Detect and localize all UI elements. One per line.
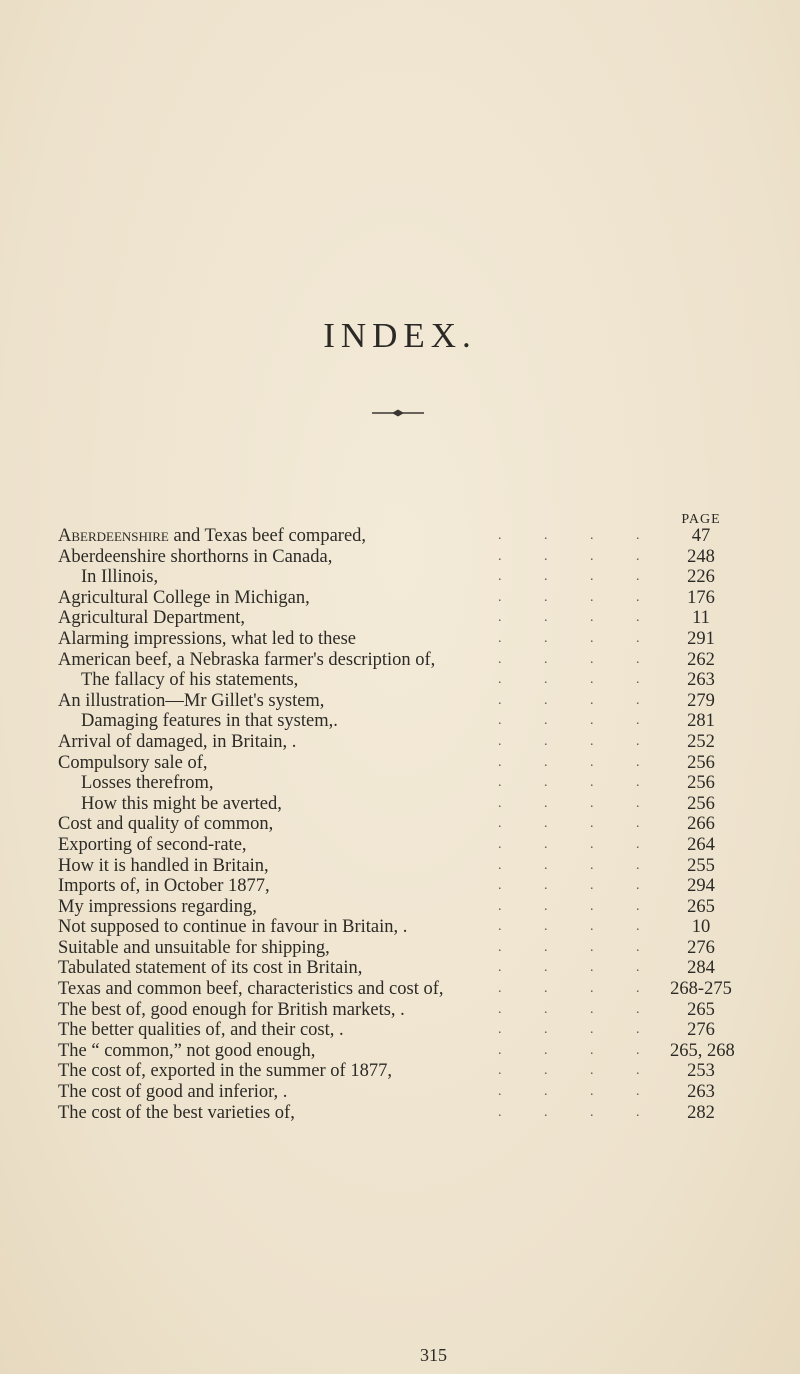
leader-dot: .: [498, 898, 502, 914]
index-entry-page: 294: [687, 876, 715, 897]
leader-dot: .: [498, 1001, 502, 1017]
leader-dot: .: [590, 651, 594, 667]
index-entry-label: Imports of, in October 1877,: [58, 876, 270, 897]
index-entry-page: 281: [687, 711, 715, 732]
index-entry: [58, 958, 748, 979]
index-entry-page: 256: [687, 793, 715, 814]
index-entry-text: [58, 938, 330, 959]
leader-dot: .: [544, 733, 548, 749]
index-entry: [58, 567, 748, 588]
leader-dot: .: [590, 878, 594, 894]
index-entry-label: The fallacy of his statements,: [81, 670, 299, 691]
leader-dot: .: [498, 836, 502, 852]
index-entry-label: Tabulated statement of its cost in Britain,: [58, 958, 363, 979]
leader-dot: .: [544, 981, 548, 997]
index-entry-label: How this might be averted,: [81, 793, 282, 814]
leader-dot: .: [590, 692, 594, 708]
leader-dot: .: [544, 528, 548, 543]
leader-dot: .: [544, 960, 548, 976]
index-entry-text: [81, 670, 298, 691]
index-entry-text: [81, 794, 282, 815]
index-entry-text: [58, 979, 444, 1000]
leader-dot: .: [498, 754, 502, 770]
leader-dot: .: [498, 569, 502, 585]
index-entry-page: 263: [687, 670, 715, 691]
index-entry-label: Suitable and unsuitable for shipping,: [58, 937, 330, 958]
index-entry-label: Not supposed to continue in favour in Britain, .: [58, 917, 408, 938]
index-entry-page: 279: [687, 690, 715, 711]
leader-dot: .: [498, 548, 502, 564]
leader-dot: .: [544, 1001, 548, 1017]
index-entry-text: [58, 814, 273, 835]
leader-dot: .: [636, 754, 640, 770]
index-entry-text: [58, 547, 332, 568]
index-entry-text: [58, 835, 247, 856]
leader-dot: .: [636, 816, 640, 832]
index-entry-page: 263: [687, 1082, 715, 1103]
leader-dot: .: [636, 1104, 640, 1120]
leader-dot: .: [544, 857, 548, 873]
leader-dot: .: [498, 672, 502, 688]
index-entry: [58, 1041, 748, 1062]
index-entry: [58, 1082, 748, 1103]
index-entry-label: and Texas beef compared,: [168, 526, 367, 546]
index-entry-page: 248: [687, 546, 715, 567]
index-entry-page: 282: [687, 1102, 715, 1123]
index-entry-text: [58, 732, 296, 753]
leader-dot: .: [636, 1022, 640, 1038]
index-entry: [58, 629, 748, 650]
leader-dot: .: [544, 610, 548, 626]
index-entry-page: 276: [687, 937, 715, 958]
index-entry-label: In Illinois,: [81, 567, 159, 588]
leader-dot: .: [544, 1084, 548, 1100]
leader-dot: .: [636, 795, 640, 811]
leader-dot: .: [498, 610, 502, 626]
index-entry-page: 291: [687, 628, 715, 649]
index-entry-label: The cost of the best varieties of,: [58, 1102, 295, 1123]
leader-dot: .: [544, 1104, 548, 1120]
leader-dot: .: [544, 878, 548, 894]
leader-dot: .: [498, 713, 502, 729]
leader-dot: .: [544, 795, 548, 811]
index-entry: [58, 773, 748, 794]
leader-dot: .: [544, 775, 548, 791]
index-entry: [58, 650, 748, 671]
leader-dot: .: [636, 775, 640, 791]
leader-dot: .: [544, 1022, 548, 1038]
index-entry: [58, 588, 748, 609]
leader-dot: .: [498, 939, 502, 955]
index-entry: [58, 670, 748, 691]
index-entry: [58, 1020, 748, 1041]
index-entry: [58, 691, 748, 712]
index-entry-page: 256: [687, 752, 715, 773]
index-entry-label: The best of, good enough for British markets, .: [58, 999, 405, 1020]
leader-dot: .: [636, 1042, 640, 1058]
leader-dot: .: [544, 836, 548, 852]
index-entry-page: 262: [687, 649, 715, 670]
index-entry-page: 253: [687, 1061, 715, 1082]
leader-dot: .: [498, 878, 502, 894]
leader-dot: .: [498, 528, 502, 543]
index-entry-page: 255: [687, 855, 715, 876]
index-entry-label: An illustration—Mr Gillet's system,: [58, 690, 325, 711]
leader-dot: .: [590, 1104, 594, 1120]
index-entry-page: 265, 268: [670, 1040, 735, 1061]
leader-dot: .: [498, 1022, 502, 1038]
leader-dot: .: [636, 939, 640, 955]
leader-dot: .: [498, 816, 502, 832]
index-entry: [58, 794, 748, 815]
leader-dot: .: [544, 692, 548, 708]
index-entry-label: The “ common,” not good enough,: [58, 1040, 316, 1061]
leader-dot: .: [636, 1001, 640, 1017]
leader-dot: .: [498, 1063, 502, 1079]
index-entry-page: 226: [687, 567, 715, 588]
index-entry: [58, 1000, 748, 1021]
leader-dot: .: [544, 1063, 548, 1079]
leader-dot: .: [636, 1084, 640, 1100]
leader-dot: .: [498, 981, 502, 997]
index-entry-label: Agricultural College in Michigan,: [58, 587, 310, 608]
leader-dot: .: [544, 898, 548, 914]
index-entry-page: 266: [687, 814, 715, 835]
leader-dot: .: [636, 672, 640, 688]
index-entry: [58, 814, 748, 835]
index-entry-text: [58, 526, 366, 547]
index-entry-text: [58, 1000, 405, 1021]
leader-dot: .: [636, 569, 640, 585]
leader-dot: .: [590, 1084, 594, 1100]
page-number: 315: [420, 1345, 447, 1365]
index-entry: [58, 835, 748, 856]
index-entry-label: Exporting of second-rate,: [58, 834, 247, 855]
index-entry-page: 10: [691, 917, 711, 938]
index-entry-label: Cost and quality of common,: [58, 814, 274, 835]
leader-dot: .: [498, 733, 502, 749]
index-entry-page: 256: [687, 773, 715, 794]
index-entry-text: [58, 650, 435, 671]
leader-dot: .: [636, 692, 640, 708]
index-entry-text: [58, 1061, 392, 1082]
leader-dot: .: [590, 548, 594, 564]
leader-dot: .: [498, 692, 502, 708]
leader-dot: .: [590, 1063, 594, 1079]
index-entry-text: [58, 876, 270, 897]
leader-dot: .: [636, 651, 640, 667]
leader-dot: .: [590, 960, 594, 976]
index-entry: [58, 753, 748, 774]
index-entry: [58, 732, 748, 753]
index-entry-text: [81, 567, 158, 588]
leader-dot: .: [498, 919, 502, 935]
index-entry: [58, 1061, 748, 1082]
index-entry-page: 284: [687, 958, 715, 979]
index-entry-label: Agricultural Department,: [58, 608, 245, 629]
index-entry-page: 47: [691, 526, 711, 546]
index-entry-page: 11: [692, 608, 710, 629]
index-entry-text: [81, 773, 214, 794]
leader-dot: .: [590, 610, 594, 626]
index-entry: [58, 856, 748, 877]
leader-dot: .: [636, 836, 640, 852]
leader-dot: .: [544, 713, 548, 729]
leader-dot: .: [636, 528, 640, 543]
leader-dot: .: [498, 775, 502, 791]
index-entry-text: [58, 1082, 287, 1103]
index-entry-page: 276: [687, 1020, 715, 1041]
leader-dot: .: [590, 816, 594, 832]
leader-dot: .: [544, 1042, 548, 1058]
leader-dot: .: [636, 981, 640, 997]
leader-dot: .: [544, 548, 548, 564]
leader-dot: .: [636, 960, 640, 976]
index-entry-page: 265: [687, 896, 715, 917]
leader-dot: .: [544, 651, 548, 667]
index-entry-label: American beef, a Nebraska farmer's description of,: [58, 649, 436, 670]
leader-dot: .: [590, 630, 594, 646]
index-entry-label: Alarming impressions, what led to these: [58, 628, 357, 649]
leader-dot: .: [590, 981, 594, 997]
index-entry-label: Damaging features in that system,.: [81, 711, 338, 732]
leader-dot: .: [544, 754, 548, 770]
index-entry: [58, 897, 748, 918]
index-entry-page: 264: [687, 834, 715, 855]
leader-dot: .: [636, 589, 640, 605]
index-entry-text: [58, 856, 269, 877]
index-entry-label: Losses therefrom,: [81, 773, 214, 794]
index-entry-label: The better qualities of, and their cost, .: [58, 1020, 344, 1041]
leader-dot: .: [636, 857, 640, 873]
index-entry: [58, 979, 748, 1000]
leader-dot: .: [498, 630, 502, 646]
index-entry-text: [58, 1103, 295, 1124]
leader-dot: .: [590, 672, 594, 688]
index-entry-text: [58, 1041, 315, 1062]
index-entry-headword: Aberdeenshire: [58, 526, 169, 546]
leader-dot: .: [590, 795, 594, 811]
page-column-heading: PAGE: [681, 512, 721, 527]
index-entry: [58, 711, 748, 732]
page-title: INDEX.: [323, 316, 477, 355]
index-entry: [58, 917, 748, 938]
leader-dot: .: [590, 569, 594, 585]
leader-dot: .: [636, 733, 640, 749]
leader-dot: .: [590, 589, 594, 605]
index-entry-text: [81, 711, 338, 732]
leader-dot: .: [498, 857, 502, 873]
index-entry-page: 252: [687, 731, 715, 752]
index-entry-label: Arrival of damaged, in Britain, .: [58, 731, 297, 752]
leader-dot: .: [590, 754, 594, 770]
index-entry-label: How it is handled in Britain,: [58, 855, 269, 876]
index-entry-label: My impressions regarding,: [58, 896, 257, 917]
leader-dot: .: [498, 1042, 502, 1058]
leader-dot: .: [498, 1104, 502, 1120]
leader-dot: .: [544, 589, 548, 605]
leader-dot: .: [636, 1063, 640, 1079]
index-entry-text: [58, 588, 310, 609]
leader-dot: .: [636, 548, 640, 564]
leader-dot: .: [498, 589, 502, 605]
divider-ornament: [370, 408, 426, 418]
leader-dot: .: [544, 672, 548, 688]
leader-dot: .: [590, 898, 594, 914]
leader-dot: .: [636, 878, 640, 894]
index-entry-text: [58, 917, 407, 938]
index-entry-label: Aberdeenshire shorthorns in Canada,: [58, 546, 333, 567]
leader-dot: .: [590, 836, 594, 852]
leader-dot: .: [544, 630, 548, 646]
index-entry: [58, 938, 748, 959]
index-entry-label: The cost of good and inferior, .: [58, 1082, 288, 1103]
leader-dot: .: [636, 610, 640, 626]
index-entry-label: Compulsory sale of,: [58, 752, 208, 773]
leader-dot: .: [590, 1042, 594, 1058]
index-entry-text: [58, 1020, 344, 1041]
leader-dot: .: [498, 795, 502, 811]
index-entry: [58, 526, 748, 547]
leader-dot: .: [544, 939, 548, 955]
leader-dot: .: [498, 651, 502, 667]
leader-dot: .: [590, 775, 594, 791]
index-entry: [58, 876, 748, 897]
leader-dot: .: [636, 898, 640, 914]
index-entries: [58, 526, 748, 1123]
index-entry-page: 265: [687, 999, 715, 1020]
leader-dot: .: [636, 630, 640, 646]
leader-dot: .: [544, 816, 548, 832]
leader-dot: .: [590, 1022, 594, 1038]
index-entry-label: Texas and common beef, characteristics and cost of,: [58, 979, 444, 1000]
index-entry-page: 268-275: [670, 979, 732, 1000]
index-entry-text: [58, 691, 324, 712]
index-entry: [58, 1103, 748, 1124]
index-entry: [58, 608, 748, 629]
index-entry-page: 176: [687, 587, 715, 608]
leader-dot: .: [636, 713, 640, 729]
index-entry-label: The cost of, exported in the summer of 1877,: [58, 1061, 392, 1082]
leader-dot: .: [590, 919, 594, 935]
leader-dot: .: [498, 1084, 502, 1100]
index-entry: [58, 547, 748, 568]
index-entry-text: [58, 958, 362, 979]
leader-dot: .: [590, 939, 594, 955]
leader-dot: .: [544, 569, 548, 585]
leader-dot: .: [498, 960, 502, 976]
leader-dot: .: [590, 733, 594, 749]
index-entry-text: [58, 629, 356, 650]
leader-dot: .: [590, 713, 594, 729]
index-entry-text: [58, 608, 245, 629]
leader-dot: .: [590, 1001, 594, 1017]
leader-dot: .: [636, 919, 640, 935]
leader-dot: .: [590, 857, 594, 873]
leader-dot: .: [590, 528, 594, 543]
index-entry-text: [58, 753, 208, 774]
index-entry-text: [58, 897, 257, 918]
leader-dot: .: [544, 919, 548, 935]
